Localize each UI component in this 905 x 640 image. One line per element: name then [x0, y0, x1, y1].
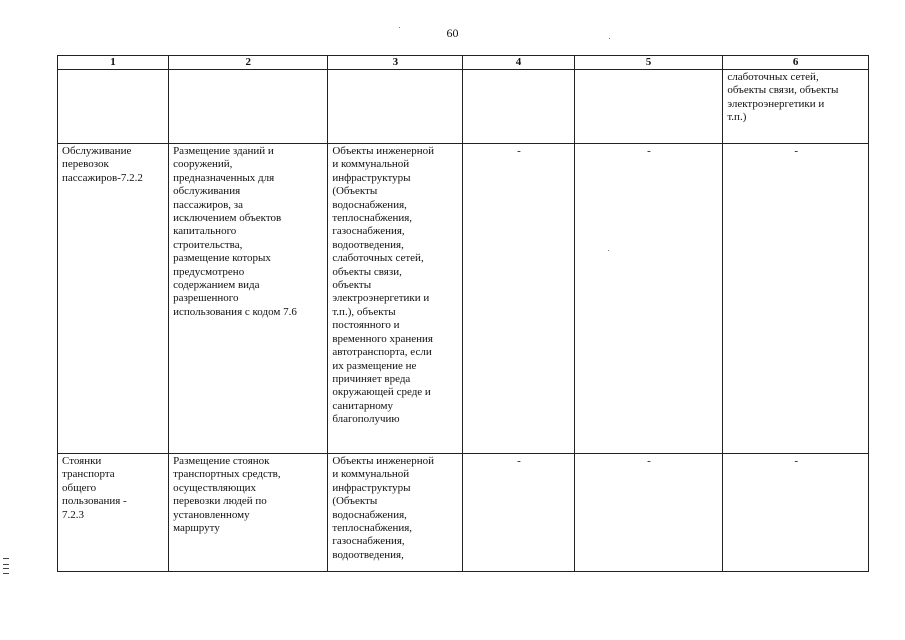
table-cell: - [723, 454, 869, 572]
column-header-4: 4 [463, 56, 574, 70]
page-number: 60 [446, 26, 459, 40]
table-cell: Обслуживание перевозок пассажиров-7.2.2 [58, 144, 169, 454]
scan-margin-mark [3, 558, 9, 574]
column-header-3: 3 [328, 56, 463, 70]
table-header-row [58, 56, 869, 70]
table-cell: Объекты инженерной и коммунальной инфраструктуры (Объекты водоснабжения, теплоснабжения, газоснабжения, водоотведения, [328, 454, 463, 572]
table-cell: - [463, 144, 574, 454]
land-use-table [57, 55, 869, 572]
scan-speck [608, 250, 609, 251]
table-cell: Размещение зданий и сооружений, предназначенных для обслуживания пассажиров, за исключением объектов капитального строительства, размещение которых предусмотрено содержанием вида разрешенного использования с кодом 7.6 [169, 144, 328, 454]
column-header-1: 1 [58, 56, 169, 70]
table-cell [463, 70, 574, 144]
table-cell: - [723, 144, 869, 454]
table-row [58, 144, 869, 454]
table-cell [574, 70, 723, 144]
table-cell: - [574, 144, 723, 454]
column-header-6: 6 [723, 56, 869, 70]
table-cell: слаботочных сетей, объекты связи, объекты электроэнергетики и т.п.) [723, 70, 869, 144]
table-cell: Объекты инженерной и коммунальной инфраструктуры (Объекты водоснабжения, теплоснабжения, газоснабжения, водоотведения, слаботочных сетей, объекты связи, объекты электроэнергетики и т.п.), объекты постоянного и временного хранения автотранспорта, если их размещение не причиняет вреда окружающей среде и санитарному благополучию [328, 144, 463, 454]
table-row [58, 70, 869, 144]
scan-speck [399, 27, 400, 28]
column-header-5: 5 [574, 56, 723, 70]
table-cell: - [574, 454, 723, 572]
table-cell [328, 70, 463, 144]
scan-speck [609, 38, 610, 39]
column-header-2: 2 [169, 56, 328, 70]
table-cell: Стоянки транспорта общего пользования - 7.2.3 [58, 454, 169, 572]
table-cell [58, 70, 169, 144]
table-cell [169, 70, 328, 144]
table-cell: Размещение стоянок транспортных средств, осуществляющих перевозки людей по установленному маршруту [169, 454, 328, 572]
table-cell: - [463, 454, 574, 572]
table-row [58, 454, 869, 572]
